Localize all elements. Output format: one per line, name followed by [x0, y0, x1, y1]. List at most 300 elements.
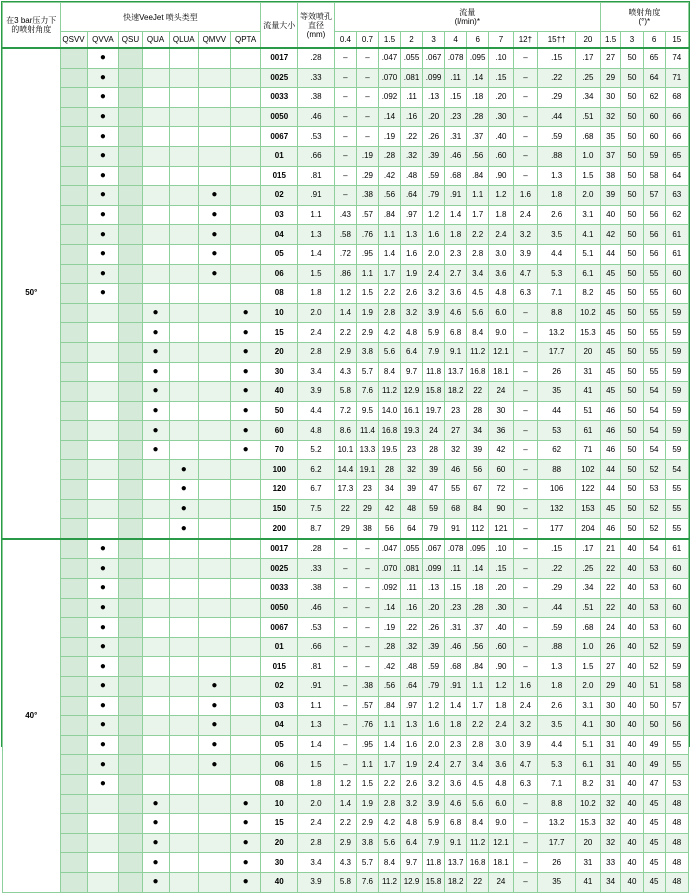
type-cell [119, 853, 142, 873]
flow-value: 11.8 [423, 362, 445, 382]
type-cell [198, 559, 230, 579]
type-available-dot: ● [87, 618, 119, 638]
spray-angle-value: 50 [621, 146, 643, 166]
type-cell [60, 186, 87, 206]
flow-value: 5.9 [423, 323, 445, 343]
flow-value: 72 [489, 480, 513, 500]
flow-value: .15 [538, 539, 576, 559]
type-cell [198, 618, 230, 638]
spray-angle-value: 53 [643, 579, 665, 599]
type-cell [230, 186, 261, 206]
flow-value: 47 [423, 480, 445, 500]
flow-value: 26 [538, 362, 576, 382]
type-available-dot: ● [230, 814, 261, 834]
spray-angle-value: 50 [643, 696, 665, 716]
flow-value: 2.4 [489, 716, 513, 736]
spray-angle-value: 40 [621, 716, 643, 736]
type-cell [198, 107, 230, 127]
type-cell [87, 872, 119, 892]
flow-value: 1.7 [378, 755, 400, 775]
flow-pressure-header: 7 [489, 32, 513, 49]
spray-angle-value: 40 [621, 794, 643, 814]
orifice-diameter: 4.4 [298, 401, 335, 421]
flow-size: 015 [261, 657, 298, 677]
spray-angle-value: 60 [643, 127, 665, 147]
spray-angle-value: 26 [600, 637, 621, 657]
table-row [3, 853, 689, 873]
flow-size: 08 [261, 774, 298, 794]
type-cell [87, 519, 119, 539]
type-available-dot: ● [198, 244, 230, 264]
flow-value: .14 [467, 559, 489, 579]
flow-value: .51 [576, 107, 601, 127]
spray-angle-value: 48 [665, 872, 688, 892]
spray-angle-value: 54 [643, 539, 665, 559]
flow-value: – [513, 68, 537, 88]
type-cell [119, 539, 142, 559]
flow-value: – [334, 618, 356, 638]
flow-value: .29 [356, 166, 378, 186]
type-cell [169, 755, 198, 775]
type-available-dot: ● [169, 460, 198, 480]
type-cell [169, 657, 198, 677]
type-available-dot: ● [87, 755, 119, 775]
type-available-dot: ● [230, 440, 261, 460]
flow-value: 10.1 [334, 440, 356, 460]
flow-size: 03 [261, 696, 298, 716]
flow-value: .055 [401, 48, 423, 68]
flow-value: .95 [356, 244, 378, 264]
flow-value: 26 [538, 853, 576, 873]
orifice-diameter: .91 [298, 186, 335, 206]
flow-value: .46 [445, 637, 467, 657]
flow-size: 0017 [261, 48, 298, 68]
flow-value: 2.2 [334, 814, 356, 834]
type-cell [169, 598, 198, 618]
flow-size: 20 [261, 342, 298, 362]
flow-value: 20 [576, 342, 601, 362]
flow-value: 13.3 [356, 440, 378, 460]
type-available-dot: ● [142, 872, 169, 892]
type-header-qpta: QPTA [230, 32, 261, 49]
spray-angle-value: 45 [600, 303, 621, 323]
type-cell [198, 579, 230, 599]
spray-angle-value: 52 [643, 499, 665, 519]
spray-angle-value: 45 [600, 284, 621, 304]
flow-value: 46 [445, 460, 467, 480]
flow-value: 1.4 [378, 735, 400, 755]
flow-value: .84 [467, 166, 489, 186]
flow-value: .19 [378, 127, 400, 147]
type-cell [60, 323, 87, 343]
type-cell [60, 244, 87, 264]
spray-angle-value: 45 [600, 264, 621, 284]
flow-value: 8.8 [538, 303, 576, 323]
flow-value: .43 [334, 205, 356, 225]
type-cell [60, 833, 87, 853]
spray-angle-value: 62 [643, 88, 665, 108]
spray-angle-value: 74 [665, 48, 688, 68]
flow-value: .28 [378, 637, 400, 657]
flow-value: .38 [356, 677, 378, 697]
flow-value: 4.3 [334, 853, 356, 873]
flow-value: – [513, 539, 537, 559]
type-available-dot: ● [142, 814, 169, 834]
flow-value: 55 [445, 480, 467, 500]
type-cell [230, 48, 261, 68]
flow-value: 1.5 [576, 166, 601, 186]
spray-angle-value: 59 [665, 657, 688, 677]
type-cell [230, 146, 261, 166]
type-cell [119, 440, 142, 460]
type-cell [87, 382, 119, 402]
spray-angle-value: 40 [621, 637, 643, 657]
type-cell [169, 833, 198, 853]
type-available-dot: ● [198, 735, 230, 755]
type-available-dot: ● [169, 519, 198, 539]
flow-value: – [334, 559, 356, 579]
spray-angle-value: 59 [665, 323, 688, 343]
spray-angle-value: 54 [643, 440, 665, 460]
flow-value: 1.8 [538, 186, 576, 206]
flow-value: .15 [538, 48, 576, 68]
spray-angle-value: 48 [665, 814, 688, 834]
flow-value: 17.7 [538, 342, 576, 362]
table-row [3, 696, 689, 716]
flow-value: 1.8 [445, 225, 467, 245]
flow-value: 2.9 [356, 323, 378, 343]
flow-value: 6.1 [576, 755, 601, 775]
flow-value: 16.8 [378, 421, 400, 441]
type-cell [198, 166, 230, 186]
type-cell [119, 814, 142, 834]
spray-angle-value: 31 [600, 755, 621, 775]
orifice-diameter: .33 [298, 68, 335, 88]
table-row [3, 559, 689, 579]
flow-value: – [356, 618, 378, 638]
spray-angle-value: 35 [600, 127, 621, 147]
flow-value: – [513, 499, 537, 519]
type-cell [87, 303, 119, 323]
flow-value: 1.4 [378, 244, 400, 264]
flow-value: 3.0 [489, 244, 513, 264]
orifice-diameter: 3.4 [298, 853, 335, 873]
flow-value: 51 [576, 401, 601, 421]
spray-angle-value: 32 [600, 107, 621, 127]
type-header-qsvv: QSVV [60, 32, 87, 49]
table-row [3, 618, 689, 638]
flow-value: .11 [445, 559, 467, 579]
type-available-dot: ● [198, 716, 230, 736]
spray-angle-value: 55 [643, 323, 665, 343]
orifice-diameter: 2.0 [298, 794, 335, 814]
type-cell [119, 677, 142, 697]
spray-angle-value: 60 [665, 598, 688, 618]
type-cell [230, 657, 261, 677]
flow-value: – [513, 146, 537, 166]
type-available-dot: ● [87, 284, 119, 304]
flow-value: 4.3 [334, 362, 356, 382]
flow-value: 1.4 [334, 303, 356, 323]
flow-value: 1.7 [467, 205, 489, 225]
flow-value: .13 [423, 579, 445, 599]
flow-size: 01 [261, 146, 298, 166]
type-cell [119, 598, 142, 618]
spray-angle-value: 66 [665, 107, 688, 127]
type-cell [230, 166, 261, 186]
spray-angle-value: 40 [621, 696, 643, 716]
flow-value: 1.9 [401, 755, 423, 775]
flow-value: 4.2 [378, 814, 400, 834]
type-cell [60, 303, 87, 323]
flow-value: 1.6 [401, 735, 423, 755]
flow-value: 2.8 [467, 735, 489, 755]
flow-value: .17 [576, 539, 601, 559]
flow-value: 177 [538, 519, 576, 539]
type-cell [169, 696, 198, 716]
type-available-dot: ● [142, 362, 169, 382]
spray-angle-value: 45 [643, 853, 665, 873]
flow-size: 0067 [261, 127, 298, 147]
type-cell [60, 460, 87, 480]
type-cell [169, 872, 198, 892]
flow-value: – [334, 637, 356, 657]
type-available-dot: ● [87, 146, 119, 166]
flow-value: – [513, 814, 537, 834]
angle-header: 在3 bar压力下的喷射角度 [3, 3, 61, 49]
orifice-diameter: 6.7 [298, 480, 335, 500]
flow-size: 0017 [261, 539, 298, 559]
flow-value: .23 [445, 107, 467, 127]
flow-value: .40 [489, 127, 513, 147]
spray-angle-value: 50 [621, 166, 643, 186]
flow-value: – [513, 559, 537, 579]
flow-value: 3.2 [423, 284, 445, 304]
flow-value: .68 [576, 127, 601, 147]
flow-value: 9.1 [445, 342, 467, 362]
type-available-dot: ● [142, 421, 169, 441]
type-cell [198, 872, 230, 892]
flow-value: 1.1 [356, 755, 378, 775]
flow-value: 4.6 [445, 303, 467, 323]
type-cell [142, 519, 169, 539]
flow-value: .64 [401, 186, 423, 206]
spray-angle-value: 56 [643, 205, 665, 225]
flow-value: 1.8 [445, 716, 467, 736]
flow-value: 27 [445, 421, 467, 441]
orifice-diameter: .46 [298, 107, 335, 127]
type-cell [119, 107, 142, 127]
spray-angle-value: 55 [643, 362, 665, 382]
flow-value: 44 [538, 401, 576, 421]
type-available-dot: ● [142, 342, 169, 362]
flow-value: .22 [538, 559, 576, 579]
spray-angle-value: 60 [665, 579, 688, 599]
spray-angle-value: 65 [643, 48, 665, 68]
spray-angle-value: 50 [621, 323, 643, 343]
type-cell [119, 499, 142, 519]
flow-value: 12.9 [401, 872, 423, 892]
spray-angle-value: 48 [665, 833, 688, 853]
flow-value: 39 [467, 440, 489, 460]
flow-value: 1.4 [445, 205, 467, 225]
type-cell [230, 127, 261, 147]
flow-value: 8.4 [378, 853, 400, 873]
table-row [3, 440, 689, 460]
type-cell [230, 205, 261, 225]
flow-size: 30 [261, 362, 298, 382]
flow-value: – [334, 677, 356, 697]
spray-angle-value: 53 [643, 559, 665, 579]
flow-value: 2.4 [513, 205, 537, 225]
spray-angle-value: 58 [665, 677, 688, 697]
type-cell [230, 225, 261, 245]
flow-value: .79 [423, 186, 445, 206]
type-cell [169, 264, 198, 284]
flow-value: 1.3 [401, 225, 423, 245]
type-cell [142, 499, 169, 519]
flow-value: – [356, 107, 378, 127]
type-cell [119, 244, 142, 264]
orifice-header-unit: (mm) [306, 29, 326, 39]
type-header-qvva: QVVA [87, 32, 119, 49]
type-cell [230, 244, 261, 264]
flow-value: .64 [401, 677, 423, 697]
flow-value: .22 [401, 127, 423, 147]
flow-value: – [513, 88, 537, 108]
type-cell [119, 872, 142, 892]
type-available-dot: ● [142, 853, 169, 873]
flow-value: 2.4 [423, 264, 445, 284]
type-cell [230, 559, 261, 579]
orifice-diameter: .28 [298, 48, 335, 68]
flow-value: 3.0 [489, 735, 513, 755]
flow-value: – [334, 696, 356, 716]
type-available-dot: ● [87, 107, 119, 127]
type-cell [142, 657, 169, 677]
flow-value: .39 [423, 637, 445, 657]
table-row [3, 68, 689, 88]
flow-size: 04 [261, 225, 298, 245]
type-cell [60, 853, 87, 873]
flow-value: 1.2 [423, 205, 445, 225]
spray-angle-value: 61 [665, 225, 688, 245]
flow-value: .11 [445, 68, 467, 88]
flow-size: 20 [261, 833, 298, 853]
flow-value: 1.2 [334, 284, 356, 304]
type-cell [198, 48, 230, 68]
type-cell [142, 677, 169, 697]
flow-value: – [334, 88, 356, 108]
flow-value: .59 [538, 127, 576, 147]
flow-value: 3.8 [356, 342, 378, 362]
flow-value: 10.2 [576, 303, 601, 323]
type-cell [60, 579, 87, 599]
flow-value: 29 [356, 499, 378, 519]
flow-value: 4.1 [576, 225, 601, 245]
type-cell [198, 440, 230, 460]
flow-value: 12.9 [401, 382, 423, 402]
spray-angle-value: 33 [600, 853, 621, 873]
flow-value: 14.0 [378, 401, 400, 421]
orifice-diameter: 3.9 [298, 382, 335, 402]
flow-value: .20 [423, 598, 445, 618]
spray-angle-value: 59 [665, 637, 688, 657]
table-row [3, 716, 689, 736]
flow-value: .070 [378, 68, 400, 88]
flow-value: 67 [467, 480, 489, 500]
type-cell [142, 735, 169, 755]
flow-value: .25 [576, 68, 601, 88]
flow-value: – [334, 716, 356, 736]
flow-value: .092 [378, 88, 400, 108]
flow-value: 64 [401, 519, 423, 539]
flow-value: .37 [467, 618, 489, 638]
table-row [3, 205, 689, 225]
flow-pressure-header: 2 [401, 32, 423, 49]
flow-value: – [356, 579, 378, 599]
type-cell [198, 814, 230, 834]
flow-value: .18 [467, 88, 489, 108]
flow-value: – [356, 598, 378, 618]
flow-value: 38 [356, 519, 378, 539]
flow-value: 2.6 [401, 774, 423, 794]
spray-angle-value: 27 [600, 48, 621, 68]
flow-value: 56 [378, 519, 400, 539]
flow-value: 1.1 [378, 225, 400, 245]
flow-value: 6.4 [401, 342, 423, 362]
flow-value: 1.0 [576, 146, 601, 166]
flow-value: 15.3 [576, 323, 601, 343]
flow-value: – [334, 579, 356, 599]
type-cell [169, 853, 198, 873]
flow-size: 40 [261, 382, 298, 402]
flow-value: 41 [576, 382, 601, 402]
flow-size: 10 [261, 303, 298, 323]
type-cell [198, 657, 230, 677]
flow-value: 79 [423, 519, 445, 539]
flow-value: 61 [576, 421, 601, 441]
flow-value: 39 [423, 460, 445, 480]
spray-angle-value: 57 [643, 186, 665, 206]
spray-angle-value: 40 [600, 205, 621, 225]
flow-size: 70 [261, 440, 298, 460]
flow-value: 204 [576, 519, 601, 539]
flow-size: 08 [261, 284, 298, 304]
flow-value: – [334, 735, 356, 755]
flow-value: 32 [401, 460, 423, 480]
flow-value: 11.2 [467, 342, 489, 362]
flow-value: .067 [423, 539, 445, 559]
type-available-dot: ● [198, 696, 230, 716]
type-cell [230, 677, 261, 697]
flow-value: 1.6 [423, 225, 445, 245]
spray-angle-value: 50 [621, 401, 643, 421]
type-cell [60, 794, 87, 814]
type-cell [87, 323, 119, 343]
flow-value: .76 [356, 225, 378, 245]
spray-angle-value: 22 [600, 598, 621, 618]
spray-angle-value: 50 [621, 127, 643, 147]
flow-value: 3.2 [423, 774, 445, 794]
flow-value: .56 [467, 146, 489, 166]
flow-value: 2.0 [423, 244, 445, 264]
flow-value: .88 [538, 146, 576, 166]
flow-value: 1.6 [513, 677, 537, 697]
flow-value: 1.9 [356, 794, 378, 814]
type-cell [142, 146, 169, 166]
spray-angle-value: 52 [643, 460, 665, 480]
